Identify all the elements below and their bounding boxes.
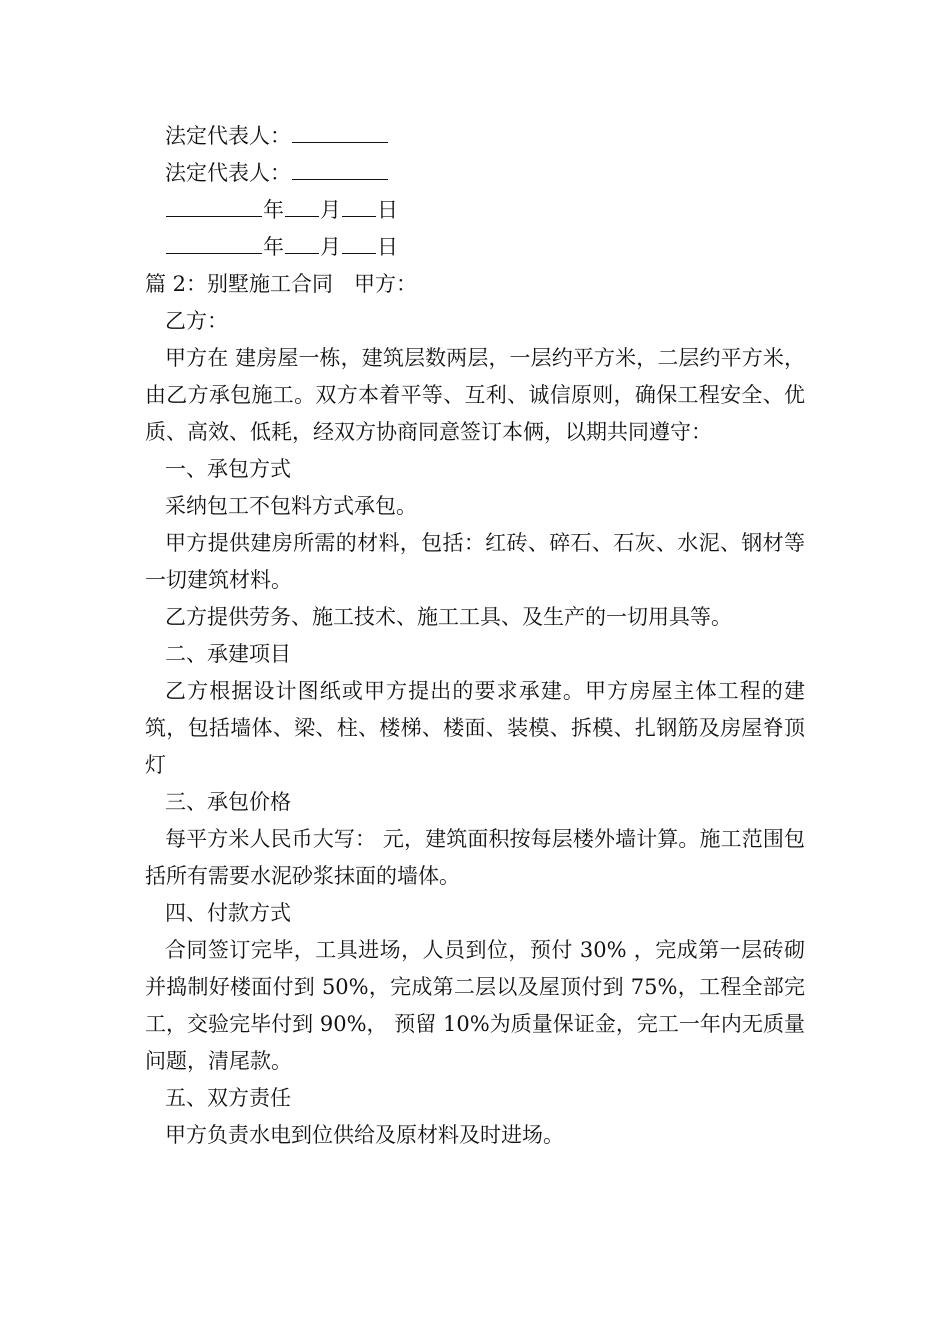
day-blank <box>342 231 376 254</box>
section-5-paragraph-1: 甲方负责水电到位供给及原材料及时进场。 <box>165 1123 564 1147</box>
legal-rep-line-2 <box>145 155 805 192</box>
section-4-paragraph-1: 合同签订完毕，工具进场，人员到位，预付 30% ，完成第一层砖砌并捣制好楼面付到 50%，完成第二层以及屋顶付到 75%，工程全部完工，交验完毕付到 90%， 预留 10%为质量保证金，完工一年内无质量问题，清尾款。 <box>145 938 805 1073</box>
section-title-1: 一、承包方式 <box>165 457 291 481</box>
signature-blank <box>292 157 388 180</box>
document-body <box>145 118 805 1154</box>
date-line-1 <box>145 192 805 229</box>
legal-rep-line-1 <box>145 118 805 155</box>
section-3-paragraph-1: 每平方米人民币大写： 元，建筑面积按每层楼外墙计算。施工范围包括所有需要水泥砂浆抹面的墙体。 <box>145 827 805 888</box>
section-title-4: 四、付款方式 <box>165 901 291 925</box>
legal-rep-label: 法定代表人： <box>165 124 291 148</box>
intro-paragraph: 甲方在 建房屋一栋，建筑层数两层，一层约平方米，二层约平方米，由乙方承包施工。双方本着平等、互利、诚信原则，确保工程安全、优质、高效、低耗，经双方协商同意签订本俩，以期共同遵守： <box>145 346 805 444</box>
year-label: 年 <box>263 235 284 259</box>
month-blank <box>285 231 319 254</box>
month-blank <box>285 194 319 217</box>
section-title-3: 三、承包价格 <box>165 790 291 814</box>
section-title-5: 五、双方责任 <box>165 1086 291 1110</box>
date-line-2 <box>145 229 805 266</box>
section-1-paragraph-2: 甲方提供建房所需的材料，包括：红砖、碎石、石灰、水泥、钢材等一切建筑材料。 <box>145 531 805 592</box>
contract-heading: 篇 2：别墅施工合同 甲方： <box>145 272 418 296</box>
signature-blank <box>292 120 388 143</box>
day-label: 日 <box>377 198 398 222</box>
section-title-2: 二、承建项目 <box>165 642 291 666</box>
year-blank <box>166 231 262 254</box>
legal-rep-label: 法定代表人： <box>165 161 291 185</box>
section-2-paragraph-1: 乙方根据设计图纸或甲方提出的要求承建。甲方房屋主体工程的建筑，包括墙体、梁、柱、楼梯、楼面、装模、拆模、扎钢筋及房屋脊顶灯 <box>145 679 805 777</box>
section-1-paragraph-1: 采纳包工不包料方式承包。 <box>165 494 417 518</box>
year-label: 年 <box>263 198 284 222</box>
year-blank <box>166 194 262 217</box>
month-label: 月 <box>320 235 341 259</box>
day-blank <box>342 194 376 217</box>
section-1-paragraph-3: 乙方提供劳务、施工技术、施工工具、及生产的一切用具等。 <box>165 605 732 629</box>
month-label: 月 <box>320 198 341 222</box>
day-label: 日 <box>377 235 398 259</box>
party-b-line: 乙方： <box>165 309 228 333</box>
